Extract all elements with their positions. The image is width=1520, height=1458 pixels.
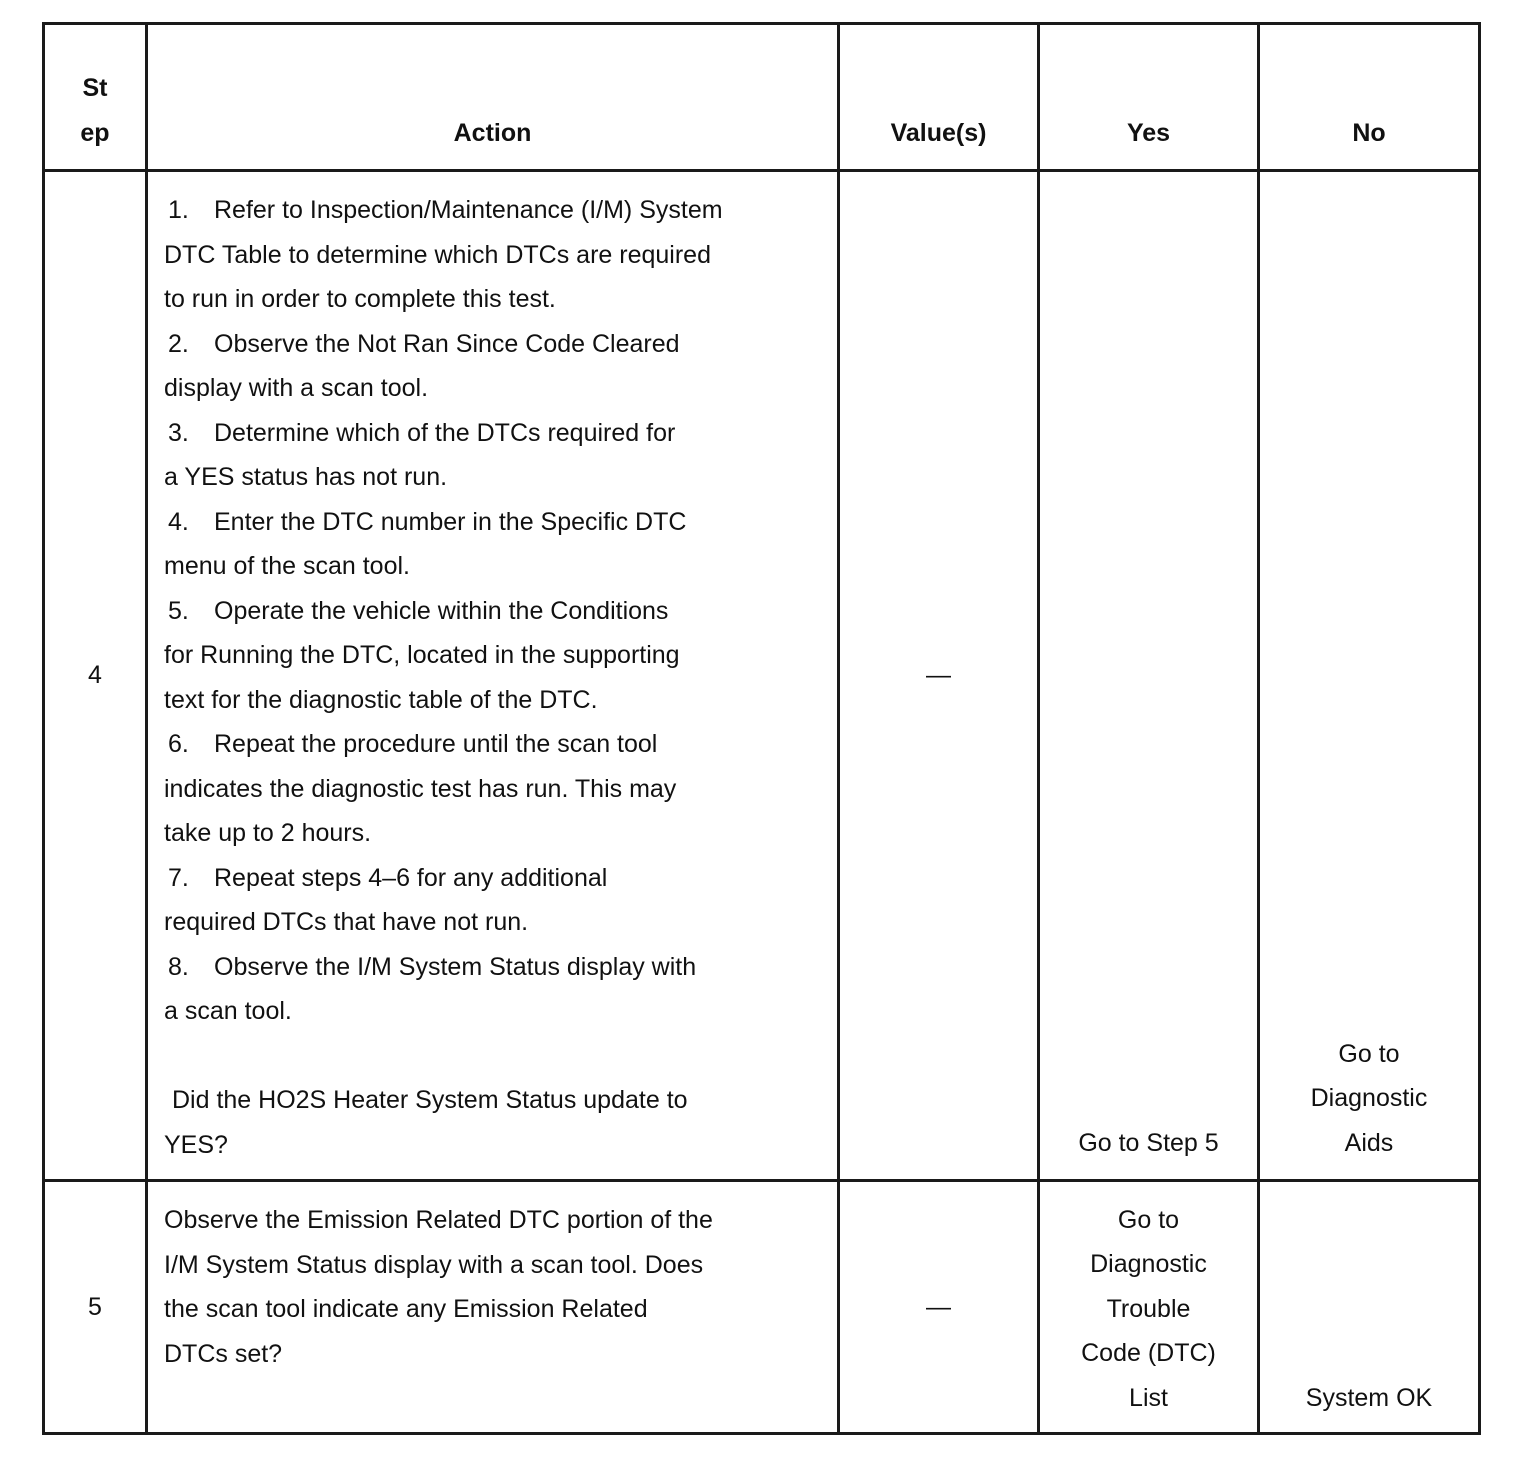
item-number: 5. — [168, 596, 189, 625]
action-item-2 — [164, 322, 819, 411]
yes-cell — [1039, 1181, 1259, 1434]
item-text: take up to 2 hours. — [164, 819, 372, 847]
yes-text: Go to Step 5 — [1078, 1128, 1219, 1157]
item-text: Observe the Not Ran Since Code Cleared — [214, 329, 680, 358]
action-text: DTCs set? — [164, 1339, 283, 1368]
action-text: Observe the Emission Related DTC portion of the — [164, 1206, 713, 1234]
action-question — [164, 1078, 819, 1167]
item-text: DTC Table to determine which DTCs are required — [164, 240, 711, 269]
item-text: Determine which of the DTCs required for — [214, 418, 676, 447]
item-number: 1. — [168, 196, 189, 224]
action-text: I/M System Status display with a scan tool. Does — [164, 1250, 704, 1279]
question-text: YES? — [164, 1130, 228, 1159]
yes-text: Go to — [1117, 1205, 1180, 1234]
yes-text: Code (DTC) — [1081, 1339, 1216, 1367]
yes-cell — [1039, 171, 1259, 1181]
action-item-6 — [164, 722, 819, 856]
header-action: Action — [147, 24, 839, 171]
action-item-7 — [164, 856, 819, 945]
no-text: Diagnostic — [1310, 1084, 1428, 1112]
no-text: System OK — [1305, 1383, 1433, 1412]
item-text: Repeat steps 4–6 for any additional — [214, 863, 608, 892]
spacer — [164, 1034, 819, 1079]
value-cell: — — [839, 171, 1039, 1181]
yes-text: List — [1129, 1383, 1168, 1412]
item-number: 6. — [168, 730, 189, 758]
action-item-8 — [164, 945, 819, 1034]
item-number: 4. — [168, 507, 189, 536]
no-cell — [1259, 1181, 1480, 1434]
item-number: 8. — [168, 952, 189, 981]
item-number: 2. — [168, 329, 189, 358]
item-text: menu of the scan tool. — [164, 552, 410, 580]
header-step-line1: St — [82, 74, 108, 102]
header-values: Value(s) — [839, 24, 1039, 171]
header-row — [44, 24, 1480, 171]
header-no: No — [1259, 24, 1480, 171]
item-text: display with a scan tool. — [164, 374, 429, 402]
no-text: Aids — [1344, 1128, 1394, 1157]
item-number: 3. — [168, 418, 189, 447]
action-item-1 — [164, 188, 819, 322]
action-item-3 — [164, 411, 819, 500]
item-text: Refer to Inspection/Maintenance (I/M) System — [214, 196, 723, 224]
no-text: Go to — [1338, 1039, 1400, 1068]
header-yes: Yes — [1039, 24, 1259, 171]
question-text: Did the HO2S Heater System Status update to — [172, 1086, 688, 1114]
item-text: required DTCs that have not run. — [164, 908, 529, 936]
item-text: indicates the diagnostic test has run. This may — [164, 774, 677, 803]
item-text: a scan tool. — [164, 997, 292, 1025]
table-row-step-5 — [44, 1181, 1480, 1434]
action-text: the scan tool indicate any Emission Related — [164, 1295, 648, 1323]
action-cell — [147, 1181, 839, 1434]
item-text: for Running the DTC, located in the supporting — [164, 641, 680, 669]
item-text: Observe the I/M System Status display with — [214, 952, 697, 981]
item-text: a YES status has not run. — [164, 463, 448, 491]
header-step — [44, 24, 147, 171]
item-text: Repeat the procedure until the scan tool — [214, 730, 658, 758]
action-cell — [147, 171, 839, 1181]
no-cell — [1259, 171, 1480, 1181]
header-step-line2: ep — [80, 118, 110, 147]
yes-text: Diagnostic — [1090, 1250, 1207, 1278]
yes-text: Trouble — [1106, 1294, 1191, 1323]
item-number: 7. — [168, 863, 189, 892]
item-text: Enter the DTC number in the Specific DTC — [214, 507, 687, 536]
step-number: 5 — [44, 1181, 147, 1434]
item-text: text for the diagnostic table of the DTC. — [164, 685, 598, 714]
step-number: 4 — [44, 171, 147, 1181]
diagnostic-table — [42, 22, 1481, 1435]
item-text: to run in order to complete this test. — [164, 285, 556, 313]
table-row-step-4 — [44, 171, 1480, 1181]
value-cell: — — [839, 1181, 1039, 1434]
action-item-5 — [164, 589, 819, 723]
action-item-4 — [164, 500, 819, 589]
item-text: Operate the vehicle within the Conditions — [214, 596, 669, 625]
